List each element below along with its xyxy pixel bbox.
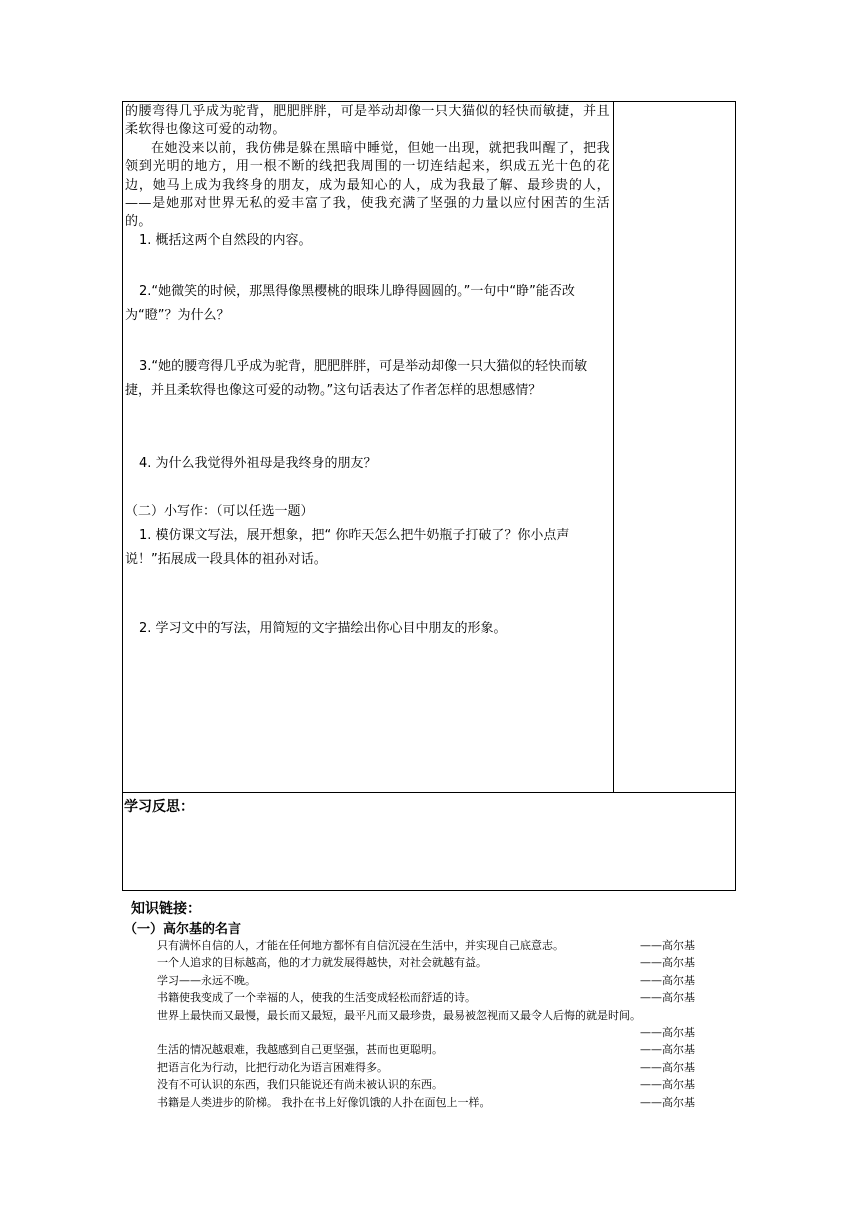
quote-attribution: ——高尔基 <box>640 1025 695 1039</box>
quote-row: 一个人追求的目标越高，他的才力就发展得越快，对社会就越有益。 ——高尔基 <box>157 954 717 971</box>
quote-row: 只有满怀自信的人，才能在任何地方都怀有自信沉浸在生活中，并实现自己底意志。 ——高尔基 <box>157 937 717 954</box>
question-4: 4. 为什么我觉得外祖母是我终身的朋友？ <box>139 456 377 471</box>
notes-column-divider <box>613 101 614 793</box>
reflection-label: 学习反思： <box>124 799 194 815</box>
quote-list <box>157 937 717 1111</box>
question-2: 2.“她微笑的时候，那黑得像黑樱桃的眼珠儿睁得圆圆的。”一句中“睁”能否改为“瞪”？为什么？ <box>125 284 575 323</box>
quote-row: 书籍使我变成了一个幸福的人，使我的生活变成轻松而舒适的诗。 ——高尔基 <box>157 989 717 1006</box>
quote-attribution: ——高尔基 <box>640 973 695 987</box>
quote-attribution: ——高尔基 <box>640 939 695 952</box>
quote-row: 把语言化为行动，比把行动化为语言困难得多。 ——高尔基 <box>157 1059 717 1076</box>
passage-paragraph-2: 在她没来以前，我仿佛是躲在黑暗中睡觉，但她一出现，就把我叫醒了，把我领到光明的地方，用一根不断的线把我周围的一切连结起来，织成五光十色的花边，她马上成为我终身的朋友，成为最知心的人，成为我最了解、最珍贵的人，——是她那对世界无私的爱丰富了我，使我充满了坚强的力量以应付困苦的生活的。 <box>125 140 610 230</box>
quote-attribution: ——高尔基 <box>640 991 695 1005</box>
question-1: 1. 概括这两个自然段的内容。 <box>139 233 312 248</box>
quote-row: 学习——永远不晚。 ——高尔基 <box>157 972 717 989</box>
reading-passage <box>125 103 610 232</box>
writing-task-1: 1. 模仿课文写法，展开想象，把“ 你昨天怎么把牛奶瓶子打破了？你小点声说！”拓展成一段具体的祖孙对话。 <box>125 528 570 567</box>
quote-attribution: ——高尔基 <box>640 956 695 970</box>
passage-paragraph-1: 的腰弯得几乎成为驼背，肥肥胖胖，可是举动却像一只大猫似的轻快而敏捷，并且柔软得也像这可爱的动物。 <box>125 104 610 138</box>
quote-row: 没有不可认识的东西，我们只能说还有尚未被认识的东西。 ——高尔基 <box>157 1076 717 1093</box>
quote-attribution: ——高尔基 <box>640 1095 695 1109</box>
knowledge-link-title: 知识链接： <box>131 901 201 917</box>
writing-task-2: 2. 学习文中的写法，用简短的文字描绘出你心目中朋友的形象。 <box>139 621 507 636</box>
quote-attribution: ——高尔基 <box>640 1043 695 1057</box>
quote-attribution: ——高尔基 <box>640 1078 695 1092</box>
question-3: 3.“她的腰弯得几乎成为驼背，肥肥胖胖，可是举动却像一只大猫似的轻快而敏捷，并且柔软得也像这可爱的动物。”这句话表达了作者怎样的思想感情？ <box>125 359 588 398</box>
quote-row: 书籍是人类进步的阶梯。 我扑在书上好像饥饿的人扑在面包上一样。 ——高尔基 <box>157 1094 717 1111</box>
quote-attribution: ——高尔基 <box>640 1060 695 1074</box>
reflection-divider <box>122 792 736 793</box>
writing-heading: （二）小写作：（可以任选一题） <box>125 504 314 519</box>
quote-row: 世界上最快而又最慢，最长而又最短，最平凡而又最珍贵，最易被忽视而又最令人后悔的就是时间。 ——高尔基 <box>157 1007 717 1042</box>
quote-row: 生活的情况越艰难，我越感到自己更坚强，甚而也更聪明。 ——高尔基 <box>157 1041 717 1058</box>
gorky-quotes-subtitle: （一）高尔基的名言 <box>124 922 242 937</box>
